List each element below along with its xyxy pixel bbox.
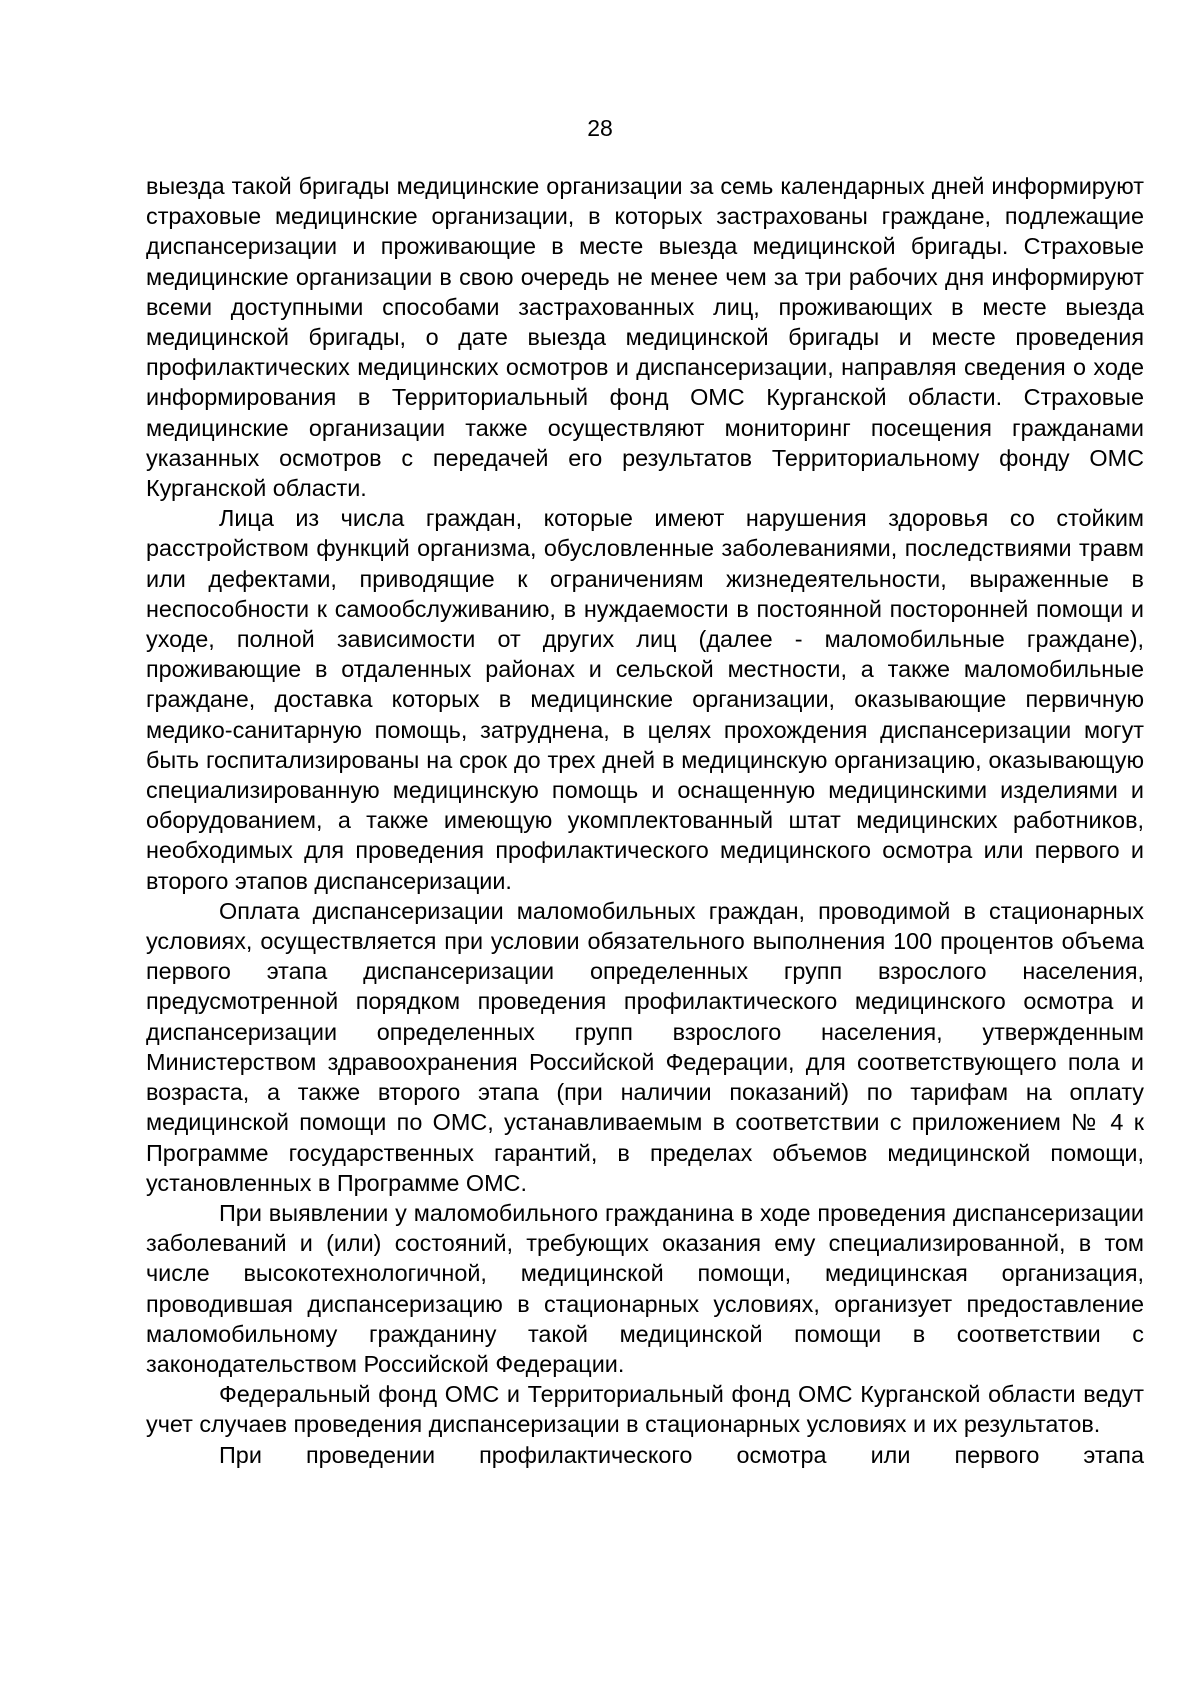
page-number: 28	[587, 115, 613, 141]
document-body	[146, 171, 1144, 1470]
paragraph-low-mobility-citizens: Лица из числа граждан, которые имеют нарушения здоровья со стойким расстройством функций организма, обусловленные заболеваниями, последствиями травм или дефектами, приводящие к ограничениям жизнедеятельности, выраженные в неспособности к самообслуживанию, в нуждаемости в постоянной посторонней помощи и уходе, полной зависимости от других лиц (далее - маломобильные граждане), проживающие в отдаленных районах и сельской местности, а также маломобильные граждане, доставка которых в медицинские организации, оказывающие первичную медико-санитарную помощь, затруднена, в целях прохождения диспансеризации могут быть госпитализированы на срок до трех дней в медицинскую организацию, оказывающую специализированную медицинскую помощь и оснащенную медицинскими изделиями и оборудованием, а также имеющую укомплектованный штат медицинских работников, необходимых для проведения профилактического медицинского осмотра или первого и второго этапов диспансеризации.	[146, 505, 1144, 894]
paragraph-continuation: выезда такой бригады медицинские организации за семь календарных дней информируют страховые медицинские организации, в которых застрахованы граждане, подлежащие диспансеризации и проживающие в месте выезда медицинской бригады. Страховые медицинские организации в свою очередь не менее чем за три рабочих дня информируют всеми доступными способами застрахованных лиц, проживающих в месте выезда медицинской бригады, о дате выезда медицинской бригады и месте проведения профилактических медицинских осмотров и диспансеризации, направляя сведения о ходе информирования в Территориальный фонд ОМС Курганской области. Страховые медицинские организации также осуществляют мониторинг посещения гражданами указанных осмотров с передачей его результатов Территориальному фонду ОМС Курганской области.	[146, 173, 1144, 502]
paragraph-payment: Оплата диспансеризации маломобильных граждан, проводимой в стационарных условиях, осуществляется при условии обязательного выполнения 100 процентов объема первого этапа диспансеризации определенных групп взрослого населения, предусмотренной порядком проведения профилактического медицинского осмотра и диспансеризации определенных групп взрослого населения, утвержденным Министерством здравоохранения Российской Федерации, для соответствующего пола и возраста, а также второго этапа (при наличии показаний) по тарифам на оплату медицинской помощи по ОМС, устанавливаемым в соответствии с приложением № 4 к Программе государственных гарантий, в пределах объемов медицинской помощи, установленных в Программе ОМС.	[146, 897, 1144, 1196]
paragraph-specialized-care: При выявлении у маломобильного гражданина в ходе проведения диспансеризации заболеваний и (или) состояний, требующих оказания ему специализированной, в том числе высокотехнологичной, медицинской помощи, медицинская организация, проводившая диспансеризацию в стационарных условиях, организует предоставление маломобильному гражданину такой медицинской помощи в соответствии с законодательством Российской Федерации.	[146, 1199, 1144, 1377]
paragraph-record-keeping: Федеральный фонд ОМС и Территориальный фонд ОМС Курганской области ведут учет случаев проведения диспансеризации в стационарных условиях и их результатов.	[146, 1381, 1144, 1438]
paragraph-preventive-exam: При проведении профилактического осмотра или первого этапа	[219, 1441, 1144, 1468]
